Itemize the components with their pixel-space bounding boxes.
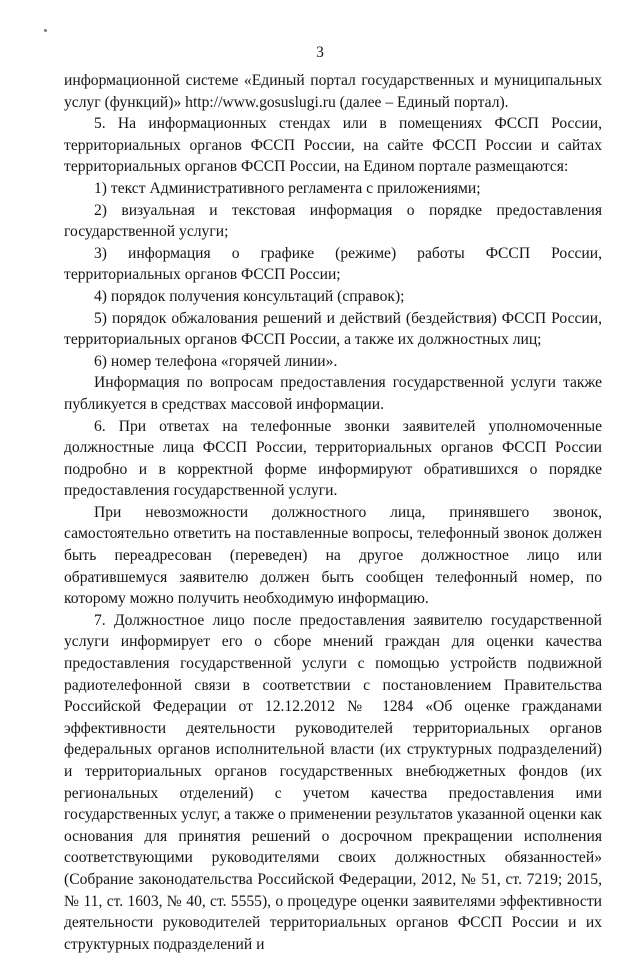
paragraph-portal-continuation: информационной системе «Единый портал государственных и муниципальных услуг (функций)» http://www.gosuslugi.ru (далее – Единый портал).: [64, 72, 602, 111]
list-item-1: 1) текст Административного регламента с приложениями;: [94, 179, 481, 197]
paragraph-7: 7. Должностное лицо после предоставления заявителю государственной услуги информирует его о сборе мнений граждан для оценки качества предоставления государственной услуги с помощью устройств подвижной радиотелефонной связи в соответствии с постановлением Правительства Российской Федерации от 12.12.2012 № 1284 «Об оценке гражданами эффективности деятельности руководителей территориальных органов федеральных органов исполнительной власти (их структурных подразделений) и территориальных органов государственных внебюджетных фондов (их региональных отделений) с учетом качества предоставления ими государственных услуг, а также о применении результатов указанной оценки как основания для принятия решений о досрочном прекращении исполнения соответствующими руководителями своих должностных обязанностей» (Собрание законодательства Российской Федерации, 2012, № 51, ст. 7219; 2015, № 11, ст. 1603, № 40, ст. 5555), о процедуре оценки заявителями эффективности деятельности руководителей территориальных органов ФССП России и их структурных подразделений и: [64, 611, 602, 953]
list-item-3: 3) информация о графике (режиме) работы ФССП России, территориальных органов ФССП России;: [64, 244, 602, 284]
paragraph-5-intro: 5. На информационных стендах или в помещениях ФССП России, территориальных органов ФССП России, на сайте ФССП России и сайтах территориальных органов ФССП России, на Едином портале размещаются:: [64, 115, 602, 176]
list-item-4: 4) порядок получения консультаций (справок);: [94, 287, 405, 305]
paragraph-6: 6. При ответах на телефонные звонки заявителей уполномоченные должностные лица ФССП России, территориальных органов ФССП России подробно и в корректной форме информируют обратившихся о порядке предоставления государственной услуги.: [64, 417, 602, 500]
list-item-6: 6) номер телефона «горячей линии».: [94, 352, 338, 370]
list-item-5: 5) порядок обжалования решений и действий (бездействия) ФССП России, территориальных органов ФССП России, а также их должностных лиц;: [64, 309, 602, 349]
paragraph-call-redirect: При невозможности должностного лица, принявшего звонок, самостоятельно ответить на поставленные вопросы, телефонный звонок должен быть переадресован (переведен) на другое должностное лицо или обратившемуся заявителю должен быть сообщен телефонный номер, по которому можно получить необходимую информацию.: [64, 503, 602, 608]
paragraph-media-info: Информация по вопросам предоставления государственной услуги также публикуется в средствах массовой информации.: [64, 374, 602, 413]
body-text: [64, 70, 602, 955]
list-item-2: 2) визуальная и текстовая информация о порядке предоставления государственной услуги;: [64, 201, 602, 241]
page-number: 3: [316, 44, 324, 61]
scan-speck: [44, 29, 47, 32]
